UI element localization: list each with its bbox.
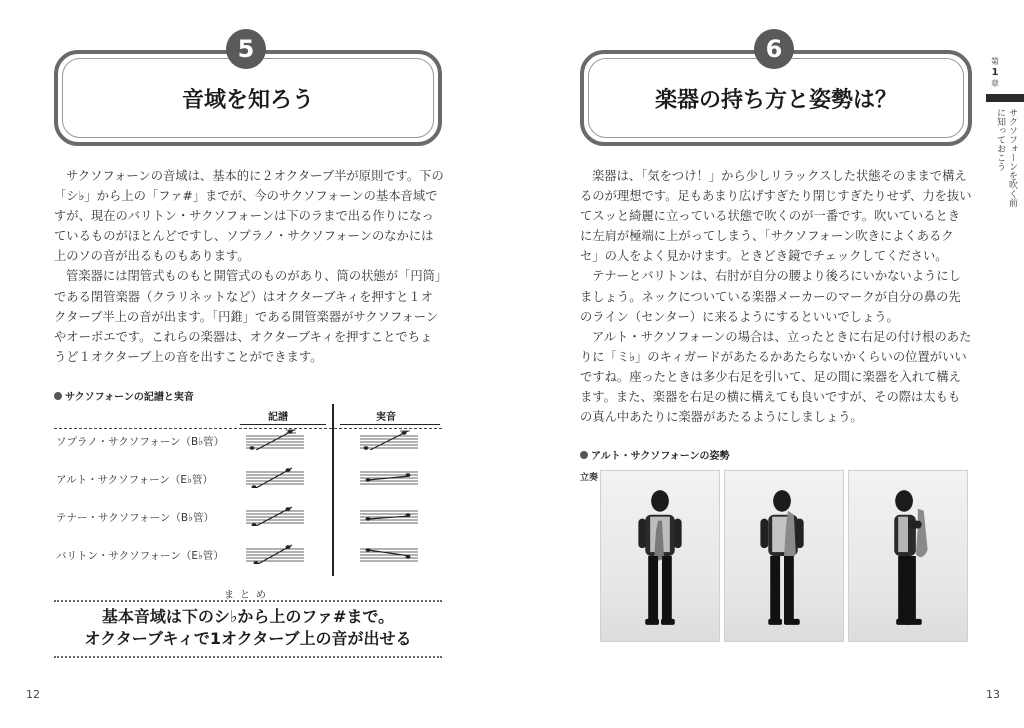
posture-photo-side — [848, 470, 968, 642]
paragraph: 管楽器には閉管式ものもと開管式のものがあり、筒の状態が「円筒」である閉管楽器（クラリネットなど）はオクターブキィを押すと１オクターブ半上の音が出ます。「円錐」である開管楽器がサクソフォーンやオーボエです。これらの楽器は、オクターブキィを押すことでちょうど１オクターブ上の音を出すことができます。 — [54, 269, 442, 364]
page-number: 12 — [26, 688, 40, 701]
summary-line: オクターブキィで1オクターブ上の音が出せる — [84, 629, 412, 648]
posture-photo-front — [600, 470, 720, 642]
column-header-concert: 実音 — [376, 412, 396, 423]
divider — [54, 600, 442, 602]
concert-staff — [360, 504, 418, 526]
notation-table — [54, 404, 442, 576]
written-staff — [246, 428, 304, 450]
posture-photo-angle — [724, 470, 844, 642]
concert-staff — [360, 428, 418, 450]
table-heading: サクソフォーンの記譜と実音 — [54, 388, 194, 403]
written-staff — [246, 504, 304, 526]
section-title: 楽器の持ち方と姿勢は？ — [654, 87, 897, 113]
column-header-written: 記譜 — [268, 412, 288, 423]
photo-subheading: 立奏 — [580, 473, 599, 483]
summary-line: 基本音域は下のシ♭から上のファ#まで。 — [101, 607, 395, 626]
concert-staff — [360, 542, 418, 564]
table-row-label: アルト・サクソフォーン（E♭管） — [56, 474, 214, 486]
paragraph: サクソフォーンの音域は、基本的に２オクターブ半が原則です。下の「シ♭」から上の「ファ#」までが、今のサクソフォーンの基本音域ですが、現在のバリトン・サクソフォーンは下のラまで出る作りになっているものがほとんどですし、ソプラノ・サクソフォーンのなかには上のソの音が出るものもあります。 — [54, 169, 444, 264]
concert-staff — [360, 466, 418, 488]
table-row-label: テナー・サクソフォーン（B♭管） — [56, 512, 215, 524]
section-title: 音域を知ろう — [181, 87, 314, 113]
bullet-icon — [580, 451, 588, 459]
body-text — [580, 166, 972, 427]
paragraph: アルト・サクソフォーンの場合は、立ったときに右足の付け根のあたりに「ミ♭」のキィガードがあたるかあたらないかくらいの位置がいいですね。座ったときは多少右足を引いて、足の間に楽器を入れて構えます。また、楽器を右足の横に構えても良いですが、その際は太ももの真ん中あたりに楽器があたるようにしましょう。 — [580, 329, 972, 425]
chapter-side-tab — [982, 50, 1024, 210]
chapter-title: サクソフォーンを吹く前に知っておこう — [995, 108, 1017, 207]
summary-label: まとめ — [224, 590, 272, 601]
written-staff — [246, 466, 304, 488]
written-staff — [246, 542, 304, 564]
paragraph: 楽器は、「気をつけ！」から少しリラックスした状態そのままで構えるのが理想です。足もあまり広げすぎたり閉じすぎたりせず、力を抜いてスッと綺麗に立っている状態で吹くのが一番です。吹いているときに左肩が極端に上がってしまう、「サクソフォーン吹きによくあるクセ」の人をよく見かけます。ときどき鏡でチェックしてください。 — [580, 169, 972, 264]
table-row-label: バリトン・サクソフォーン（E♭管） — [56, 550, 224, 562]
body-text — [54, 166, 444, 367]
section-number-badge: 6 — [754, 29, 794, 69]
table-row-label: ソプラノ・サクソフォーン（B♭管） — [56, 436, 225, 448]
photo-heading: アルト・サクソフォーンの姿勢 — [580, 447, 730, 462]
page-number: 13 — [986, 688, 1000, 701]
chapter-bar — [986, 94, 1024, 102]
bullet-icon — [54, 392, 62, 400]
paragraph: テナーとバリトンは、右肘が自分の腰より後ろにいかないようにしましょう。ネックについている楽器メーカーのマークが自分の鼻の先のライン（センター）に来るようにするといいでしょう。 — [580, 269, 961, 324]
section-number-badge: 5 — [226, 29, 266, 69]
divider — [54, 656, 442, 658]
chapter-label: 第 1 章 — [991, 57, 999, 88]
